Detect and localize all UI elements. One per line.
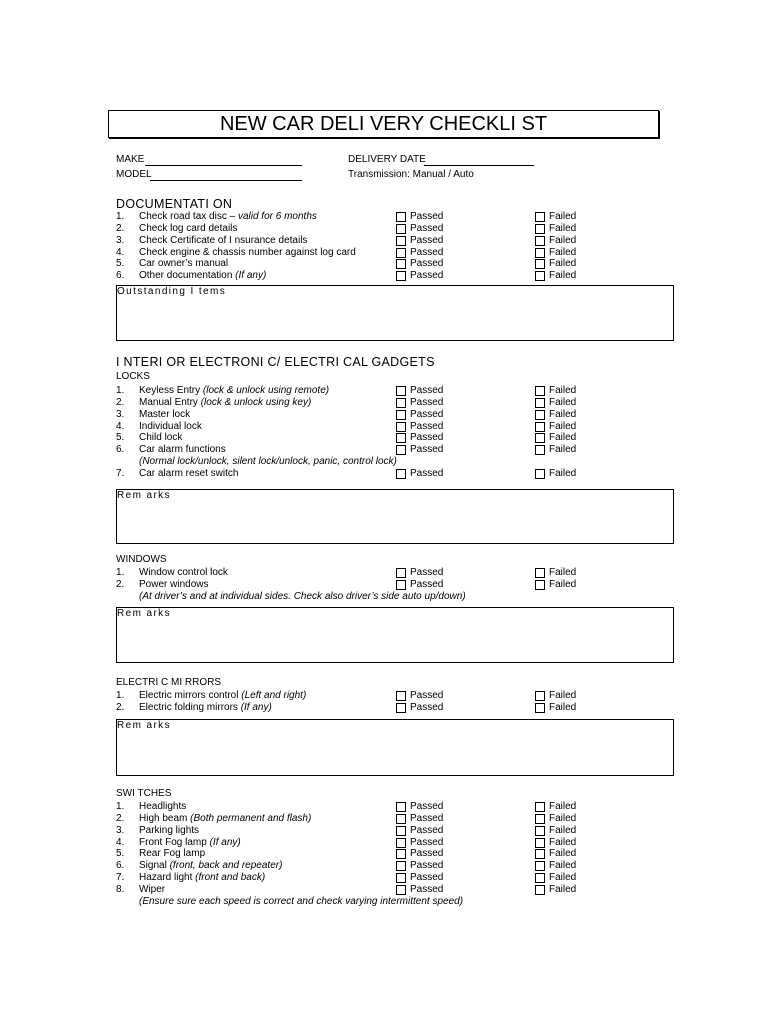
model-field[interactable] (150, 169, 302, 181)
failed-label: Failed (549, 420, 577, 432)
item-number: 7. (116, 467, 125, 479)
passed-label: Passed (410, 578, 444, 590)
passed-label: Passed (410, 860, 444, 872)
failed-label: Failed (549, 258, 577, 270)
failed-label: Failed (549, 222, 577, 234)
failed-label: Failed (549, 385, 577, 396)
item-note: (If any) (209, 836, 241, 848)
item-label-text: Keyless Entry (139, 385, 201, 396)
item-number: 2. (116, 396, 125, 408)
passed-checkbox[interactable] (396, 838, 406, 848)
passed-label: Passed (410, 883, 444, 895)
passed-checkbox[interactable] (396, 410, 406, 420)
checklist-item (0, 432, 768, 444)
failed-checkbox[interactable] (535, 802, 545, 812)
failed-checkbox[interactable] (535, 849, 545, 859)
passed-checkbox[interactable] (396, 469, 406, 479)
item-number: 1. (116, 690, 125, 701)
failed-label: Failed (549, 824, 577, 836)
item-number: 7. (116, 872, 125, 884)
failed-checkbox[interactable] (535, 885, 545, 895)
item-label (139, 409, 190, 421)
item-number: 1. (116, 385, 125, 396)
failed-label: Failed (549, 211, 577, 222)
item-number: 3. (116, 234, 125, 246)
item-label-text: Rear Fog lamp (139, 848, 206, 860)
checklist-item (0, 270, 768, 282)
transmission-label: Transmission: Manual / Auto (348, 169, 474, 180)
subsection-heading: SWI TCHES (116, 788, 172, 799)
failed-label: Failed (549, 836, 577, 848)
passed-label: Passed (410, 824, 444, 836)
item-label-text: Check road tax disc – (139, 211, 236, 222)
checklist-item (0, 813, 768, 825)
item-detail: (Ensure sure each speed is correct and check varying intermittent speed) (139, 895, 464, 907)
failed-checkbox[interactable] (535, 271, 545, 281)
passed-checkbox[interactable] (396, 580, 406, 590)
failed-checkbox[interactable] (535, 422, 545, 432)
passed-label: Passed (410, 444, 444, 456)
passed-label: Passed (410, 246, 444, 258)
passed-checkbox[interactable] (396, 271, 406, 281)
item-note: (front, back and repeater) (169, 860, 283, 872)
checklist-item (0, 690, 768, 702)
failed-label: Failed (549, 432, 577, 444)
subsection-heading: LOCKS (116, 371, 150, 382)
item-number: 2. (116, 812, 125, 824)
passed-checkbox[interactable] (396, 703, 406, 713)
failed-checkbox[interactable] (535, 691, 545, 701)
item-label (139, 247, 356, 259)
item-label (139, 860, 282, 872)
make-label: MAKE (116, 154, 145, 165)
item-label (139, 468, 238, 480)
item-label-text: Master lock (139, 408, 191, 420)
failed-checkbox[interactable] (535, 826, 545, 836)
passed-checkbox[interactable] (396, 433, 406, 443)
item-number: 3. (116, 824, 125, 836)
item-label-text: Individual lock (139, 420, 202, 432)
failed-label: Failed (549, 396, 577, 408)
item-label-text: Car alarm reset switch (139, 467, 239, 479)
passed-label: Passed (410, 385, 444, 396)
failed-checkbox[interactable] (535, 568, 545, 578)
page-title: NEW CAR DELI VERY CHECKLI ST (219, 113, 548, 135)
make-field[interactable] (145, 154, 302, 166)
failed-checkbox[interactable] (535, 580, 545, 590)
checklist-item (0, 884, 768, 896)
item-label-text: Power windows (139, 578, 209, 590)
item-label-text: Front Fog lamp (139, 836, 207, 848)
item-number: 8. (116, 883, 125, 895)
item-label (139, 848, 205, 860)
passed-checkbox[interactable] (396, 861, 406, 871)
passed-label: Passed (410, 270, 444, 282)
failed-checkbox[interactable] (535, 703, 545, 713)
passed-label: Passed (410, 396, 444, 408)
checklist-item (0, 444, 768, 456)
passed-checkbox[interactable] (396, 849, 406, 859)
title-box (108, 110, 659, 138)
item-label-text: Other documentation (139, 270, 233, 282)
checklist-item (0, 567, 768, 579)
item-detail: (Normal lock/unlock, silent lock/unlock, panic, control lock) (139, 456, 397, 468)
item-label (139, 884, 165, 896)
item-label-text: Window control lock (139, 567, 228, 578)
checklist-item (0, 223, 768, 235)
passed-label: Passed (410, 872, 444, 884)
item-number: 5. (116, 432, 125, 444)
remarks-label: Rem arks (117, 608, 171, 619)
passed-label: Passed (410, 801, 444, 812)
subsection-heading: WINDOWS (116, 554, 167, 565)
section-heading: DOCUMENTATI ON (116, 197, 233, 211)
item-label-text: High beam (139, 812, 188, 824)
failed-label: Failed (549, 801, 577, 812)
item-label-text: Check log card details (139, 222, 238, 234)
item-label (139, 235, 307, 247)
item-label-text: Parking lights (139, 824, 200, 836)
passed-label: Passed (410, 567, 444, 578)
checklist-item (0, 258, 768, 270)
failed-label: Failed (549, 246, 577, 258)
passed-checkbox[interactable] (396, 386, 406, 396)
checklist-item (0, 397, 768, 409)
delivery-date-label: DELIVERY DATE (348, 154, 426, 165)
passed-checkbox[interactable] (396, 248, 406, 258)
passed-checkbox[interactable] (396, 212, 406, 222)
failed-label: Failed (549, 883, 577, 895)
item-note: (lock & unlock using key) (200, 396, 312, 408)
checklist-item (0, 801, 768, 813)
failed-checkbox[interactable] (535, 212, 545, 222)
passed-checkbox[interactable] (396, 236, 406, 246)
failed-checkbox[interactable] (535, 445, 545, 455)
checklist-item (0, 409, 768, 421)
failed-label: Failed (549, 701, 577, 713)
model-label: MODEL (116, 169, 152, 180)
item-note: (If any) (235, 270, 267, 282)
failed-checkbox[interactable] (535, 469, 545, 479)
checklist-item (0, 702, 768, 714)
remarks-label: Rem arks (117, 720, 171, 731)
item-number: 4. (116, 420, 125, 432)
item-detail: (At driver’s and at individual sides. Check also driver’s side auto up/down) (139, 590, 466, 602)
item-label (139, 825, 199, 837)
item-label (139, 690, 306, 702)
section-heading: I NTERI OR ELECTRONI C/ ELECTRI CAL GADGETS (116, 355, 435, 369)
failed-label: Failed (549, 444, 577, 456)
passed-checkbox[interactable] (396, 398, 406, 408)
failed-checkbox[interactable] (535, 236, 545, 246)
item-number: 4. (116, 836, 125, 848)
passed-checkbox[interactable] (396, 873, 406, 883)
failed-checkbox[interactable] (535, 398, 545, 408)
item-note: (If any) (240, 701, 272, 713)
item-note: (Left and right) (241, 690, 307, 701)
passed-checkbox[interactable] (396, 802, 406, 812)
passed-checkbox[interactable] (396, 259, 406, 269)
checklist-item (0, 848, 768, 860)
passed-checkbox[interactable] (396, 445, 406, 455)
checklist-item (0, 385, 768, 397)
failed-label: Failed (549, 567, 577, 578)
remarks-box[interactable] (116, 607, 674, 663)
checklist-item (0, 837, 768, 849)
failed-label: Failed (549, 234, 577, 246)
outstanding-items-label: Outstanding I tems (117, 286, 227, 297)
item-number: 1. (116, 211, 125, 222)
passed-label: Passed (410, 467, 444, 479)
item-label (139, 872, 265, 884)
passed-checkbox[interactable] (396, 691, 406, 701)
item-number: 5. (116, 258, 125, 270)
item-label-text: Child lock (139, 432, 183, 444)
failed-label: Failed (549, 812, 577, 824)
failed-checkbox[interactable] (535, 259, 545, 269)
item-number: 2. (116, 222, 125, 234)
failed-checkbox[interactable] (535, 224, 545, 234)
item-number: 1. (116, 567, 125, 578)
item-label-text: Electric folding mirrors (139, 701, 238, 713)
checklist-item (0, 235, 768, 247)
failed-checkbox[interactable] (535, 386, 545, 396)
checklist-item (0, 211, 768, 223)
passed-label: Passed (410, 690, 444, 701)
failed-label: Failed (549, 270, 577, 282)
subsection-heading: ELECTRI C MI RRORS (116, 677, 222, 688)
passed-checkbox[interactable] (396, 224, 406, 234)
failed-label: Failed (549, 408, 577, 420)
passed-checkbox[interactable] (396, 422, 406, 432)
passed-label: Passed (410, 408, 444, 420)
failed-checkbox[interactable] (535, 814, 545, 824)
item-note: valid for 6 months (237, 211, 317, 222)
item-number: 2. (116, 578, 125, 590)
failed-checkbox[interactable] (535, 410, 545, 420)
passed-label: Passed (410, 211, 444, 222)
item-label (139, 801, 186, 813)
item-label-text: Headlights (139, 801, 187, 812)
passed-checkbox[interactable] (396, 826, 406, 836)
item-label (139, 432, 182, 444)
item-label (139, 567, 228, 579)
passed-label: Passed (410, 420, 444, 432)
checklist-item (0, 421, 768, 433)
failed-label: Failed (549, 690, 577, 701)
failed-checkbox[interactable] (535, 248, 545, 258)
item-number: 4. (116, 246, 125, 258)
item-label (139, 270, 266, 282)
passed-label: Passed (410, 836, 444, 848)
item-label-text: Car alarm functions (139, 444, 226, 456)
item-note: (lock & unlock using remote) (202, 385, 330, 396)
item-number: 1. (116, 801, 125, 812)
item-label (139, 211, 317, 223)
item-label (139, 223, 237, 235)
item-label (139, 702, 272, 714)
passed-label: Passed (410, 701, 444, 713)
item-label-text: Check Certificate of I nsurance details (139, 234, 308, 246)
passed-label: Passed (410, 812, 444, 824)
failed-label: Failed (549, 467, 577, 479)
item-label (139, 813, 311, 825)
checklist-item (0, 468, 768, 480)
passed-label: Passed (410, 234, 444, 246)
passed-label: Passed (410, 432, 444, 444)
item-label (139, 397, 311, 409)
passed-label: Passed (410, 222, 444, 234)
remarks-box[interactable] (116, 489, 674, 544)
item-number: 2. (116, 701, 125, 713)
outstanding-items-box[interactable] (116, 285, 674, 341)
passed-checkbox[interactable] (396, 814, 406, 824)
failed-checkbox[interactable] (535, 838, 545, 848)
item-note: (Both permanent and flash) (190, 812, 312, 824)
item-number: 6. (116, 270, 125, 282)
passed-checkbox[interactable] (396, 885, 406, 895)
remarks-label: Rem arks (117, 490, 171, 501)
failed-label: Failed (549, 872, 577, 884)
item-number: 5. (116, 848, 125, 860)
failed-checkbox[interactable] (535, 861, 545, 871)
item-label-text: Manual Entry (139, 396, 198, 408)
failed-label: Failed (549, 860, 577, 872)
failed-label: Failed (549, 848, 577, 860)
checklist-item (0, 579, 768, 591)
checklist-item (0, 872, 768, 884)
item-label-text: Hazard light (139, 872, 193, 884)
failed-checkbox[interactable] (535, 873, 545, 883)
delivery-date-field[interactable] (424, 154, 534, 166)
item-note: (front and back) (195, 872, 266, 884)
item-label (139, 579, 208, 591)
item-label-text: Car owner’s manual (139, 258, 229, 270)
checklist-item (0, 825, 768, 837)
failed-label: Failed (549, 578, 577, 590)
passed-label: Passed (410, 258, 444, 270)
item-label (139, 385, 329, 397)
item-number: 6. (116, 444, 125, 456)
item-label (139, 837, 241, 849)
item-label (139, 444, 226, 456)
passed-label: Passed (410, 848, 444, 860)
item-label-text: Signal (139, 860, 167, 872)
item-label-text: Wiper (139, 883, 166, 895)
item-label-text: Electric mirrors control (139, 690, 239, 701)
passed-checkbox[interactable] (396, 568, 406, 578)
item-label (139, 421, 202, 433)
item-number: 3. (116, 408, 125, 420)
checklist-item (0, 247, 768, 259)
item-number: 6. (116, 860, 125, 872)
item-label-text: Check engine & chassis number against log card (139, 246, 356, 258)
remarks-box[interactable] (116, 719, 674, 776)
failed-checkbox[interactable] (535, 433, 545, 443)
item-label (139, 258, 228, 270)
checklist-item (0, 860, 768, 872)
